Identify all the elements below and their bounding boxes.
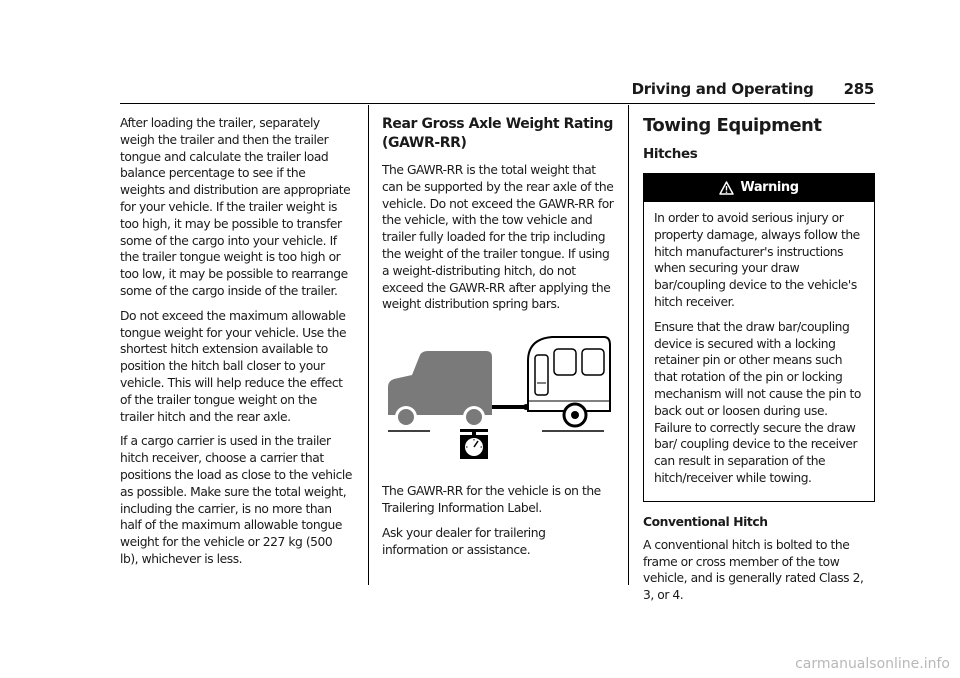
column-1 — [120, 115, 353, 576]
warning-label: Warning — [740, 180, 799, 195]
warning-triangle-icon — [719, 181, 734, 195]
warning-paragraph-instructions: In order to avoid serious injury or property damage, always follow the hitch manufacturer's instructions when securing your draw bar/coupling device to the vehicle's hitch receiver. — [654, 211, 860, 309]
weight-scale-icon — [460, 429, 488, 459]
hitch-bar-icon — [492, 405, 526, 409]
warning-body — [644, 202, 874, 501]
warning-box — [643, 173, 875, 502]
watermark: carmanualsonline.info — [795, 656, 950, 672]
paragraph-gawr-rr-definition: The GAWR-RR is the total weight that can be supported by the rear axle of the vehicle. Do not exceed the GAWR-RR for the vehicle, with the tow vehicle and trailer fully loaded for the trip including the weight of the trailer tongue. If using a weight-distributing hitch, do not exceed the GAWR-RR after applying the weight distribution spring bars. — [382, 163, 614, 312]
towing-equipment-title: Towing Equipment — [643, 115, 822, 136]
column-divider-1 — [368, 105, 369, 585]
rear-axle-weighing-illustration — [382, 331, 614, 459]
camper-trailer-icon — [528, 337, 610, 426]
gawr-rr-heading: Rear Gross Axle Weight Rating (GAWR-RR) — [382, 116, 613, 151]
warning-paragraph-retainer-pin: Ensure that the draw bar/coupling device is secured with a locking retainer pin or other means such that rotation of the pin or locking mechanism will not cause the pin to back out or loosen during use. Failure to correctly secure the draw bar/ coupling device to the receiver can result in separation of the hitch/receiver while towing. — [654, 319, 861, 485]
warning-header — [644, 174, 874, 202]
paragraph-ask-dealer: Ask your dealer for trailering information or assistance. — [382, 525, 546, 557]
hitches-subheading: Hitches — [643, 146, 698, 162]
conventional-hitch-subheading: Conventional Hitch — [643, 514, 768, 529]
column-2 — [382, 115, 614, 566]
header-rule — [120, 103, 875, 104]
column-3 — [643, 115, 875, 612]
header-section-title: Driving and Operating — [631, 80, 814, 98]
tow-vehicle-icon — [388, 351, 492, 428]
paragraph-trailering-label: The GAWR-RR for the vehicle is on the Trailering Information Label. — [382, 484, 601, 515]
column-divider-2 — [628, 105, 629, 585]
paragraph-conventional-hitch: A conventional hitch is bolted to the frame or cross member of the tow vehicle, and is generally rated Class 2, 3, or 4. — [643, 537, 864, 603]
paragraph-tongue-weight: Do not exceed the maximum allowable tongue weight for your vehicle. Use the shortest hitch extension available to position the hitch ball closer to your vehicle. This will help reduce the effect of the trailer tongue weight on the trailer hitch and the rear axle. — [120, 308, 347, 424]
page-number: 285 — [843, 80, 874, 98]
page-header — [0, 80, 874, 98]
paragraph-cargo-carrier: If a cargo carrier is used in the trailer hitch receiver, choose a carrier that positions the load as close to the vehicle as possible. Make sure the total weight, including the carrier, is no more than half of the maximum allowable tongue weight for the vehicle or 227 kg (500 lb), whichever is less. — [120, 434, 352, 566]
paragraph-trailer-weighing: After loading the trailer, separately weigh the trailer and then the trailer tongue and calculate the trailer load balance percentage to see if the weights and distribution are appropriate for your vehicle. If the trailer weight is too high, it may be possible to transfer some of the cargo into your vehicle. If the trailer tongue weight is too high or too low, it may be possible to rearrange some of the cargo inside of the trailer. — [120, 116, 351, 298]
